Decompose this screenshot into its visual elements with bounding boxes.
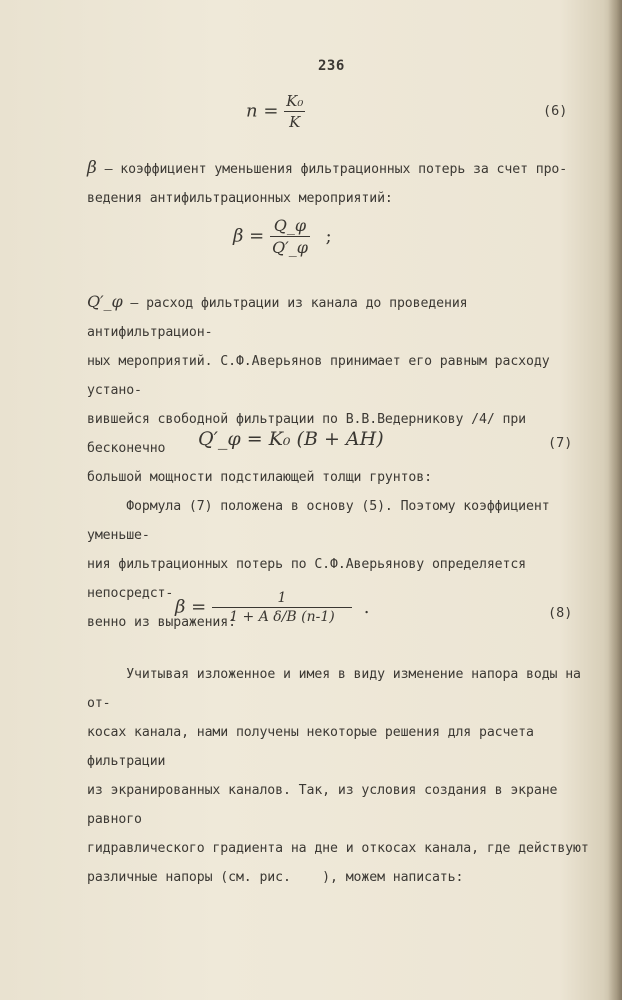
equation-6-equals: = <box>263 100 279 122</box>
equation-beta-fraction <box>270 216 310 257</box>
page-number: 236 <box>318 58 345 74</box>
equation-8-denominator: 1 + A δ/B (n-1) <box>212 607 352 625</box>
equation-6-numerator: K₀ <box>286 92 304 110</box>
equation-8 <box>175 590 369 625</box>
equation-7-lhs: Q′_φ <box>198 428 241 450</box>
equation-6-number: (6) <box>543 103 568 119</box>
equation-7 <box>198 428 384 450</box>
equation-6 <box>246 92 305 131</box>
page-edge-shadow <box>608 0 622 1000</box>
equation-beta-equals: = <box>249 225 265 247</box>
equation-beta-semicolon: ; <box>325 225 332 247</box>
paragraph-2-text: – расход фильтрации из канала до проведения антифильтрацион- ных мероприятий. С.Ф.Аверьянов принимает его равным расходу устано- вившейся свободной фильтрации по В.В.Ведерникову /4/ при бесконечно большой мощности подстилающей толщи грунтов: <box>87 296 550 485</box>
paragraph-1-text: – коэффициент уменьшения фильтрационных потерь за счет про- ведения антифильтрационных мероприятий: <box>87 162 568 206</box>
equation-6-denominator: K <box>284 111 305 131</box>
paragraph-q-phi-definition <box>87 287 599 492</box>
paragraph-beta-definition <box>87 154 599 213</box>
beta-symbol: β <box>87 158 97 178</box>
equation-6-lhs: n <box>246 100 258 122</box>
equation-beta-denominator: Q′_φ <box>271 238 308 257</box>
equation-6-fraction <box>284 92 305 131</box>
equation-7-rhs: = K₀ (B + AH) <box>246 428 384 450</box>
equation-beta <box>233 216 332 257</box>
q-phi-symbol: Q′_φ <box>87 292 123 311</box>
equation-8-lhs: β <box>175 596 186 618</box>
equation-8-number: (8) <box>548 605 573 621</box>
equation-8-period: . <box>363 596 370 618</box>
equation-8-equals: = <box>191 596 207 618</box>
paragraph-screened-channels: Учитывая изложенное и имея в виду изменение напора воды на от- косах канала, нами получены некоторые решения для расчета фильтрации из экранированных каналов. Так, из условия создания в экране равного гидравлического градиента на дне и откосах канала, где действуют различные напоры (см. рис. ), можем написать: <box>87 667 589 885</box>
equation-8-fraction <box>212 590 352 625</box>
equation-beta-numerator: Q_φ <box>273 216 307 235</box>
equation-7-number: (7) <box>548 435 573 451</box>
paragraph-formula-7: Формула (7) положена в основу (5). Поэтому коэффициент уменьше- ния фильтрационных потерь по С.Ф.Аверьянову определяется непосредст- венно из выражения: <box>87 499 550 630</box>
equation-beta-lhs: β <box>233 225 244 247</box>
equation-8-numerator: 1 <box>277 590 287 606</box>
